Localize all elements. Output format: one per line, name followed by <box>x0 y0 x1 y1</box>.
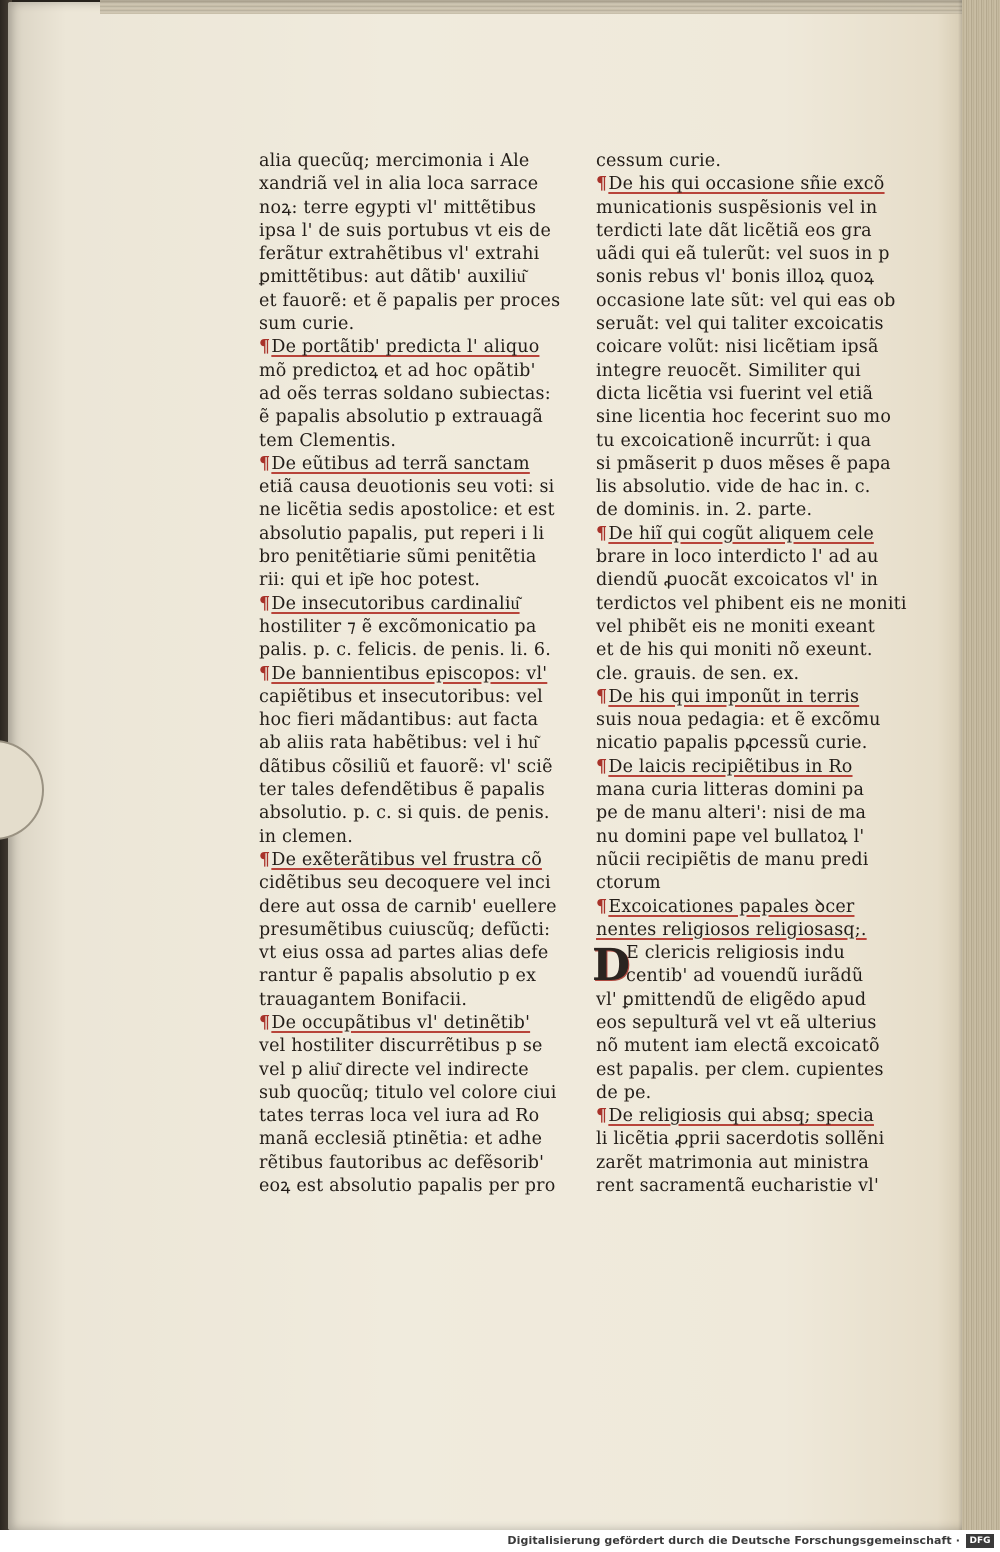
line-text: ẽ papalis absolutio p extrauagã <box>259 407 544 428</box>
text-line <box>596 430 908 453</box>
text-line <box>259 546 569 569</box>
text-line <box>259 313 569 336</box>
line-text: ad oẽs terras soldano subiectas: <box>259 383 551 404</box>
line-text: tu excoicationẽ incurrũt: i qua <box>596 430 872 451</box>
line-text: sine licentia hoc fecerint suo mo <box>596 407 892 428</box>
text-line <box>259 150 569 173</box>
pilcrow-icon: ¶ <box>259 849 271 870</box>
section-heading: De bannientibus episcopos: vl' <box>271 663 548 684</box>
text-line <box>596 290 908 313</box>
text-line <box>259 406 569 429</box>
text-line <box>259 756 569 779</box>
line-text: seruãt: vel qui taliter excoicatis <box>596 314 884 335</box>
line-text: xandriã vel in alia loca sarrace <box>259 174 539 195</box>
section-heading: De his qui imponũt in terris <box>608 686 860 707</box>
text-line <box>259 243 569 266</box>
text-line <box>259 779 569 802</box>
section-heading: De his qui occasione sñie excõ <box>608 174 885 195</box>
text-line <box>259 872 569 895</box>
section-heading: De religiosis qui absq; specia <box>608 1106 874 1127</box>
text-line <box>596 313 908 336</box>
text-line <box>596 546 908 569</box>
text-line <box>259 523 569 546</box>
line-text: ctorum <box>596 873 661 894</box>
text-line <box>596 243 908 266</box>
line-text: vt eius ossa ad partes alias defe <box>259 943 549 964</box>
line-text: diendũ ꝓuocãt excoicatos vl' in <box>596 570 879 591</box>
text-line <box>259 686 569 709</box>
text-line <box>259 732 569 755</box>
line-text: integre reuocẽt. Similiter qui <box>596 360 861 381</box>
text-line <box>596 336 908 359</box>
line-text: uãdi qui eã tulerũt: vel suos in p <box>596 244 890 265</box>
line-text: absolutio papalis, put reperi i li <box>259 523 545 544</box>
line-text: ꝑmittẽtibus: aut dãtib' auxiliu͂ <box>259 267 526 288</box>
line-text: hoc fieri mãdantibus: aut facta <box>259 710 539 731</box>
line-text: dicta licẽtia vsi fuerint vel etiã <box>596 383 874 404</box>
line-text: nu domini pape vel bullatoꝝ l' <box>596 826 865 847</box>
section-heading: De laicis recipiẽtibus in Ro <box>608 756 853 777</box>
text-line <box>259 896 569 919</box>
line-text: cidẽtibus seu decoquere vel inci <box>259 873 551 894</box>
text-line <box>259 266 569 289</box>
text-line <box>596 266 908 289</box>
text-line <box>596 872 908 895</box>
line-text: centib' ad vouendũ iurãdũ <box>626 966 864 987</box>
line-text: eos sepulturã vel vt eã ulterius <box>596 1012 877 1033</box>
pilcrow-icon: ¶ <box>259 337 271 358</box>
text-line <box>259 1105 569 1128</box>
text-line <box>596 383 908 406</box>
text-line <box>259 942 569 965</box>
text-line <box>259 430 569 453</box>
text-line <box>596 989 908 1012</box>
line-text: tates terras loca vel iura ad Ro <box>259 1106 540 1127</box>
line-text: absolutio. p. c. si quis. de penis. <box>259 803 550 824</box>
text-line <box>259 290 569 313</box>
line-text: cessum curie. <box>596 151 722 171</box>
line-text: trauagantem Bonifacii. <box>259 989 468 1010</box>
line-text: alia quecũq; mercimonia i Ale <box>259 151 530 171</box>
footer-bar <box>0 1530 1000 1552</box>
line-text: capiẽtibus et insecutoribus: vel <box>259 686 543 707</box>
line-text: terdicti late dãt licẽtiã eos gra <box>596 220 872 241</box>
text-line <box>596 173 908 196</box>
line-text: zarẽt matrimonia aut ministra <box>596 1152 869 1173</box>
pilcrow-icon: ¶ <box>259 593 271 614</box>
text-line <box>259 1082 569 1105</box>
text-line <box>596 1059 908 1082</box>
pilcrow-icon: ¶ <box>596 896 608 917</box>
line-text: sub quocũq; titulo vel colore ciui <box>259 1082 557 1103</box>
text-line <box>259 1059 569 1082</box>
text-line <box>596 453 908 476</box>
text-line <box>596 150 908 173</box>
line-text: nõ mutent iam electã excoicatõ <box>596 1036 880 1057</box>
text-line <box>596 896 908 919</box>
line-text: est papalis. per clem. cupientes <box>596 1059 884 1080</box>
line-text: ter tales defendẽtibus ẽ papalis <box>259 780 545 801</box>
text-line <box>596 709 908 732</box>
text-line <box>259 989 569 1012</box>
line-text: coicare volũt: nisi licẽtiam ipsã <box>596 337 879 358</box>
pilcrow-icon: ¶ <box>596 756 608 777</box>
line-text: in clemen. <box>259 826 353 847</box>
text-line <box>596 826 908 849</box>
line-text: bro penitẽtiarie sũmi penitẽtia <box>259 547 537 568</box>
section-heading: De insecutoribus cardinaliu͂ <box>271 593 520 614</box>
section-heading: De exẽterãtibus vel frustra cõ <box>271 849 542 870</box>
line-text: dãtibus cõsiliũ et fauorẽ: vl' sciẽ <box>259 756 553 777</box>
text-line <box>259 593 569 616</box>
line-text: rii: qui et ip͂e hoc potest. <box>259 570 481 591</box>
section-heading: Excoicationes papales ꝺcer <box>608 896 855 917</box>
pilcrow-icon: ¶ <box>596 686 608 707</box>
text-line <box>596 663 908 686</box>
line-text: ab aliis rata habẽtibus: vel i hu͂ <box>259 733 538 754</box>
fore-edge <box>962 0 1000 1530</box>
line-text: eoꝝ est absolutio papalis per pro <box>259 1176 556 1197</box>
pilcrow-icon: ¶ <box>596 523 608 544</box>
text-line <box>596 569 908 592</box>
text-line <box>596 360 908 383</box>
text-line <box>596 779 908 802</box>
text-line <box>596 1128 908 1151</box>
text-line <box>259 476 569 499</box>
text-line <box>596 1105 908 1128</box>
line-text: ipsa l' de suis portubus vt eis de <box>259 220 552 241</box>
pilcrow-icon: ¶ <box>259 1012 271 1033</box>
text-line <box>259 1175 569 1198</box>
line-text: de pe. <box>596 1082 652 1103</box>
line-text: noꝝ: terre egypti vl' mittẽtibus <box>259 197 537 218</box>
text-line <box>596 756 908 779</box>
line-text: dere aut ossa de carnib' euellere <box>259 896 557 917</box>
line-text: occasione late sũt: vel qui eas ob <box>596 290 896 311</box>
line-text: ne licẽtia sedis apostolice: et est <box>259 500 555 521</box>
line-text: E clericis religiosis indu <box>626 943 845 964</box>
section-heading: De occupãtibus vl' detinẽtib' <box>271 1012 531 1033</box>
line-text: etiã causa deuotionis seu voti: si <box>259 477 555 498</box>
text-line <box>596 1175 908 1198</box>
text-line <box>596 616 908 639</box>
line-text: et fauorẽ: et ẽ papalis per proces <box>259 290 561 311</box>
decorated-initial: D <box>592 940 631 992</box>
text-line <box>259 1012 569 1035</box>
section-heading: De eũtibus ad terrã sanctam <box>271 453 530 474</box>
line-text: li licẽtia ꝓprii sacerdotis sollẽni <box>596 1129 885 1150</box>
line-text: sonis rebus vl' bonis illoꝝ quoꝝ <box>596 267 875 288</box>
pilcrow-icon: ¶ <box>596 1106 608 1127</box>
line-text: brare in loco interdicto l' ad au <box>596 547 879 568</box>
text-line <box>259 197 569 220</box>
line-text: mõ predictoꝝ et ad hoc opãtib' <box>259 360 536 381</box>
text-line <box>259 499 569 522</box>
text-line <box>596 476 908 499</box>
line-text: et de his qui moniti nõ exeunt. <box>596 640 873 661</box>
text-line <box>596 1082 908 1105</box>
line-text: sum curie. <box>259 314 355 335</box>
line-text: palis. p. c. felicis. de penis. li. 6. <box>259 640 551 661</box>
pilcrow-icon: ¶ <box>259 453 271 474</box>
text-line <box>596 197 908 220</box>
line-text: lis absolutio. vide de hac in. c. <box>596 477 871 498</box>
line-text: de dominis. in. 2. parte. <box>596 500 813 521</box>
line-text: suis noua pedagia: et ẽ excõmu <box>596 710 881 731</box>
text-line <box>259 826 569 849</box>
text-line <box>259 616 569 639</box>
text-line <box>596 639 908 662</box>
text-line <box>259 1035 569 1058</box>
line-text: vel p aliu͂ directe vel indirecte <box>259 1059 529 1080</box>
text-line <box>596 1152 908 1175</box>
line-text: pe de manu alteri': nisi de ma <box>596 803 867 824</box>
text-line <box>259 965 569 988</box>
line-text: nicatio papalis pꝓcessũ curie. <box>596 733 868 754</box>
text-line <box>259 802 569 825</box>
text-line <box>596 919 908 942</box>
line-text: mana curia litteras domini pa <box>596 780 865 801</box>
line-text: manã ecclesiã ptinẽtia: et adhe <box>259 1129 543 1150</box>
text-line <box>259 1152 569 1175</box>
text-line <box>596 406 908 429</box>
line-text: ferãtur extrahẽtibus vl' extrahi <box>259 244 540 265</box>
section-heading: De portãtib' predicta l' aliquo <box>271 337 540 358</box>
text-line <box>259 663 569 686</box>
line-text: nentes religiosos religiosasq;. <box>596 919 867 940</box>
line-text: terdictos vel phibent eis ne moniti <box>596 593 907 614</box>
text-line <box>596 1012 908 1035</box>
line-text: hostiliter ⁊ ẽ excõmonicatio pa <box>259 616 537 637</box>
pilcrow-icon: ¶ <box>259 663 271 684</box>
text-line <box>259 336 569 359</box>
line-text: nũcii recipiẽtis de manu predi <box>596 849 869 870</box>
text-line <box>259 639 569 662</box>
text-line <box>596 523 908 546</box>
line-text: municationis suspẽsionis vel in <box>596 197 878 218</box>
line-text: rẽtibus fautoribus ac defẽsorib' <box>259 1152 545 1173</box>
text-line <box>259 919 569 942</box>
pilcrow-icon: ¶ <box>596 174 608 195</box>
text-line <box>259 569 569 592</box>
funding-credit: Digitalisierung gefördert durch die Deutsche Forschungsgemeinschaft · <box>507 1534 960 1547</box>
text-line <box>259 1128 569 1151</box>
line-text: rantur ẽ papalis absolutio p ex <box>259 966 537 987</box>
top-page-block <box>100 0 970 14</box>
line-text: vel phibẽt eis ne moniti exeant <box>596 616 876 637</box>
text-line <box>596 686 908 709</box>
text-line <box>596 802 908 825</box>
text-column-right <box>592 150 908 1198</box>
text-line <box>596 593 908 616</box>
line-text: tem Clementis. <box>259 430 397 451</box>
line-text: presumẽtibus cuiuscũq; defũcti: <box>259 919 551 940</box>
text-line <box>596 732 908 755</box>
line-text: vel hostiliter discurrẽtibus p se <box>259 1036 543 1057</box>
line-text: vl' ꝑmittendũ de eligẽdo apud <box>596 989 867 1010</box>
text-line <box>259 360 569 383</box>
text-line <box>596 499 908 522</box>
dfg-logo-icon: DFG <box>966 1534 994 1548</box>
line-text: rent sacramentã eucharistie vl' <box>596 1176 879 1197</box>
text-line <box>596 1035 908 1058</box>
text-column-left <box>259 150 569 1198</box>
text-line <box>259 709 569 732</box>
line-text: si pmãserit p duos mẽses ẽ papa <box>596 453 891 474</box>
section-heading: De hiĩ qui cogũt aliquem cele <box>608 523 874 544</box>
text-line <box>259 220 569 243</box>
text-line <box>596 965 908 988</box>
text-line <box>596 849 908 872</box>
text-line <box>596 220 908 243</box>
text-line <box>259 383 569 406</box>
text-line <box>259 849 569 872</box>
text-line <box>259 453 569 476</box>
text-line <box>259 173 569 196</box>
line-text: cle. grauis. de sen. ex. <box>596 663 800 684</box>
